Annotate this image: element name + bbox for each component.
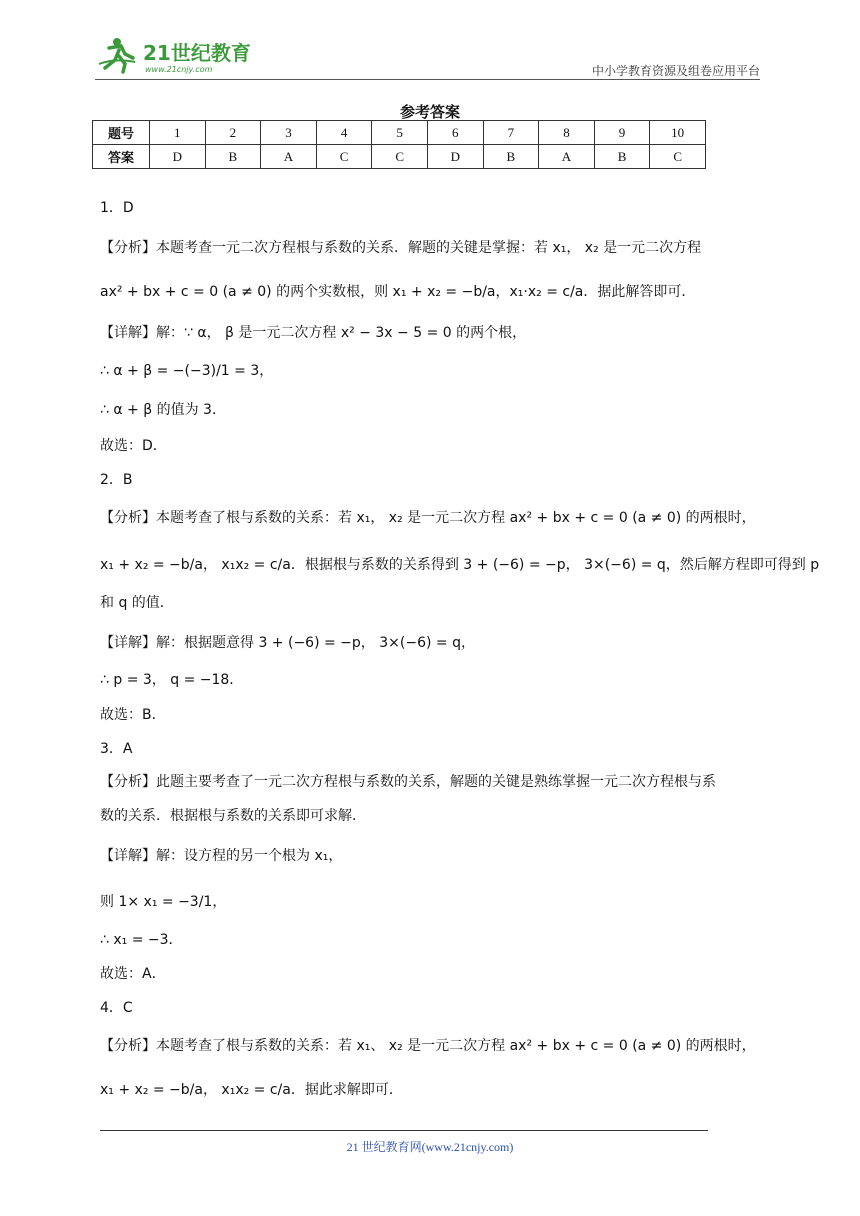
question-number: 5 — [372, 121, 428, 145]
answer-cell: C — [650, 145, 706, 169]
answer-table-number-row — [93, 121, 706, 145]
svg-text:www.21cnjy.com: www.21cnjy.com — [145, 65, 213, 74]
number-row-label: 题号 — [93, 121, 150, 145]
answer-cell: A — [261, 145, 317, 169]
answer-row-label: 答案 — [93, 145, 150, 169]
question-number: 8 — [539, 121, 595, 145]
question-number: 10 — [650, 121, 706, 145]
answer-table-title: 参考答案 — [399, 103, 460, 121]
detail-text: 【详解】解：∵ α， β 是一元二次方程 x² − 3x − 5 = 0 的两个根， — [100, 325, 527, 341]
analysis-text: 【分析】本题考查了根与系数的关系：若 x₁、 x₂ 是一元二次方程 ax² + bx + c = 0 (a ≠ 0) 的两根时， — [100, 1038, 756, 1054]
detail-text: 【详解】解：根据题意得 3 + (−6) = −p， 3×(−6) = q， — [100, 635, 475, 651]
answer-cell: B — [205, 145, 261, 169]
question-number: 7 — [483, 121, 539, 145]
analysis-text: ax² + bx + c = 0 (a ≠ 0) 的两个实数根，则 x₁ + x₂ = −b/a，x₁·x₂ = c/a．据此解答即可． — [100, 284, 696, 300]
21cnjy-logo — [95, 34, 265, 74]
choice-text: 故选：A． — [100, 966, 166, 982]
detail-text: 则 1× x₁ = −3/1， — [100, 894, 227, 910]
answer-cell: B — [483, 145, 539, 169]
detail-text: 【详解】解：设方程的另一个根为 x₁， — [100, 848, 343, 864]
solution-heading-3: 3．A — [100, 741, 133, 757]
answer-cell: C — [372, 145, 428, 169]
detail-text: ∴ x₁ = −3． — [100, 932, 183, 948]
platform-name: 中小学教育资源及组卷应用平台 — [591, 64, 760, 78]
answer-table-answer-row — [93, 145, 706, 169]
svg-text:21世纪教育: 21世纪教育 — [143, 41, 251, 65]
question-number: 2 — [205, 121, 261, 145]
answer-cell: D — [150, 145, 206, 169]
analysis-text: x₁ + x₂ = −b/a， x₁x₂ = c/a．据此求解即可． — [100, 1082, 403, 1098]
solution-heading-2: 2．B — [100, 472, 133, 488]
question-number: 1 — [150, 121, 206, 145]
detail-text: ∴ α + β 的值为 3． — [100, 402, 226, 418]
question-number: 6 — [427, 121, 483, 145]
question-number: 4 — [316, 121, 372, 145]
question-number: 3 — [261, 121, 317, 145]
analysis-text: 和 q 的值． — [100, 595, 174, 611]
analysis-text: 【分析】本题考查了根与系数的关系：若 x₁， x₂ 是一元二次方程 ax² + bx + c = 0 (a ≠ 0) 的两根时， — [100, 510, 756, 526]
answer-cell: C — [316, 145, 372, 169]
detail-text: ∴ α + β = −(−3)/1 = 3， — [100, 363, 274, 379]
analysis-text: 【分析】此题主要考查了一元二次方程根与系数的关系，解题的关键是熟练掌握一元二次方程根与系 — [100, 774, 716, 790]
answer-table — [92, 120, 706, 169]
analysis-text: 数的关系．根据根与系数的关系即可求解． — [100, 808, 366, 824]
choice-text: 故选：D． — [100, 438, 167, 454]
analysis-text: x₁ + x₂ = −b/a， x₁x₂ = c/a．根据根与系数的关系得到 3 + (−6) = −p， 3×(−6) = q，然后解方程即可得到 p — [100, 557, 820, 573]
answer-cell: A — [539, 145, 595, 169]
choice-text: 故选：B． — [100, 707, 166, 723]
answer-cell: B — [594, 145, 650, 169]
question-number: 9 — [594, 121, 650, 145]
analysis-text: 【分析】本题考查一元二次方程根与系数的关系．解题的关键是掌握：若 x₁， x₂ 是一元二次方程 — [100, 240, 702, 256]
footer-rule — [100, 1130, 708, 1131]
header-rule — [95, 79, 760, 80]
solution-heading-4: 4．C — [100, 1000, 133, 1016]
answer-cell: D — [427, 145, 483, 169]
page-header — [95, 32, 760, 80]
solution-heading-1: 1．D — [100, 200, 134, 216]
detail-text: ∴ p = 3， q = −18． — [100, 672, 244, 688]
footer-site: 21 世纪教育网(www.21cnjy.com) — [346, 1140, 514, 1154]
